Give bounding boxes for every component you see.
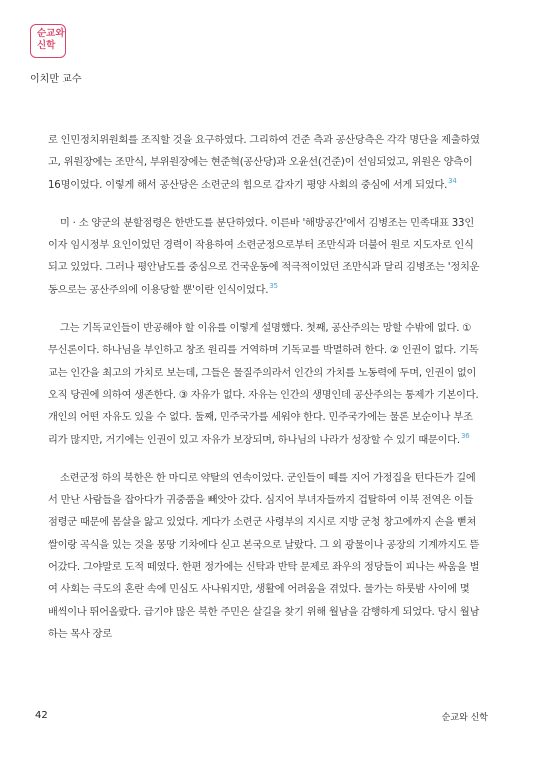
journal-title: 순교와 신학 [441,713,488,723]
logo-line-1: 순교와 [37,28,65,39]
logo-line-2: 신학 [37,40,56,51]
paragraph-4 [48,468,480,646]
article-body [48,130,480,662]
paragraph-text: 그는 기독교인들이 반공해야 할 이유를 이렇게 설명했다. 첫째, 공산주의는 망할 수밖에 없다. ① 무신론이다. 하나님을 부인하고 창조 원리를 거역하며 기독교를 박멸하려 한다. ② 인권이 없다. 기독교는 인간을 최고의 가치로 보는데, 그들은 물질주의라서 인간의 가치를 노동력에 두며, 인권이 없이 오직 당권에 의하여 생존한다. ③ 자유가 없다. 자유는 인간의 생명인데 공산주의는 통제가 기본이다. 개인의 어떤 자유도 있을 수 없다. 둘째, 민주국가를 세워야 한다. 민주국가에는 물론 보순이나 부조리가 많지만, 거기에는 인권이 있고 자유가 보장되며, 하나님의 나라가 성장할 수 있기 때문이다. [48,323,479,446]
footnote-ref[interactable]: 35 [269,282,278,291]
journal-logo [30,24,66,58]
paragraph-text: 미 · 소 양군의 분할점령은 한반도를 분단하였다. 이른바 '해방공간'에서 김병조는 민족대표 33인이자 임시정부 요인이었던 경력이 작용하여 소련군정으로부터 조만식과 더불어 원로 지도자로 인식되고 있었다. 그러나 평안남도를 중심으로 건국운동에 적극적이었던 조만식과 달리 김병조는 '정치운동으로는 공산주의에 이용당할 뿐'이란 인식이었다. [48,217,480,296]
page-number: 42 [35,710,48,721]
paragraph-2 [48,213,480,302]
footnote-ref[interactable]: 36 [460,432,470,441]
paragraph-1 [48,130,480,197]
paragraph-text: 로 인민정치위원회를 조직할 것을 요구하였다. 그리하여 건준 측과 공산당측은 각각 명단을 제출하였고, 위원장에는 조만식, 부위원장에는 현준혁(공산당)과 오윤선(건준)이 선임되었고, 위원은 양측이 16명이었다. 이렇게 해서 공산당은 소련군의 힘으로 갑자기 평양 사회의 중심에 서게 되었다. [48,135,480,191]
author-name: 이치만 교수 [30,74,82,85]
paragraph-3 [48,318,480,452]
footnote-ref[interactable]: 34 [448,177,457,186]
paragraph-text: 소련군정 하의 북한은 한 마디로 약탈의 연속이었다. 군인들이 떼를 지어 가정집을 턴다든가 길에서 만난 사람들을 잡아다가 귀중품을 빼앗아 갔다. 심지어 부녀자들까지 겁탈하여 이북 전역은 이들 점령군 때문에 몸살을 앓고 있었다. 게다가 소련군 사령부의 지시로 지방 군청 창고에까지 손을 뻗쳐 쌀이랑 곡식을 있는 것을 몽땅 기차에다 싣고 본국으로 날랐다. 그 외 광물이나 공장의 기계까지도 뜯어갔다. 그야말로 도적 떼였다. 한편 정가에는 신탁과 반탁 문제로 좌우의 정당들이 피나는 싸움을 벌여 사회는 극도의 혼란 속에 민심도 사나워지만, 생활에 어려움을 겪었다. 물가는 하룻밤 사이에 몇 배씩이나 뛰어올랐다. 급기야 많은 북한 주민은 살길을 찾기 위해 월남을 감행하게 되었다. 당시 월남하는 목사 장로 [48,472,480,640]
